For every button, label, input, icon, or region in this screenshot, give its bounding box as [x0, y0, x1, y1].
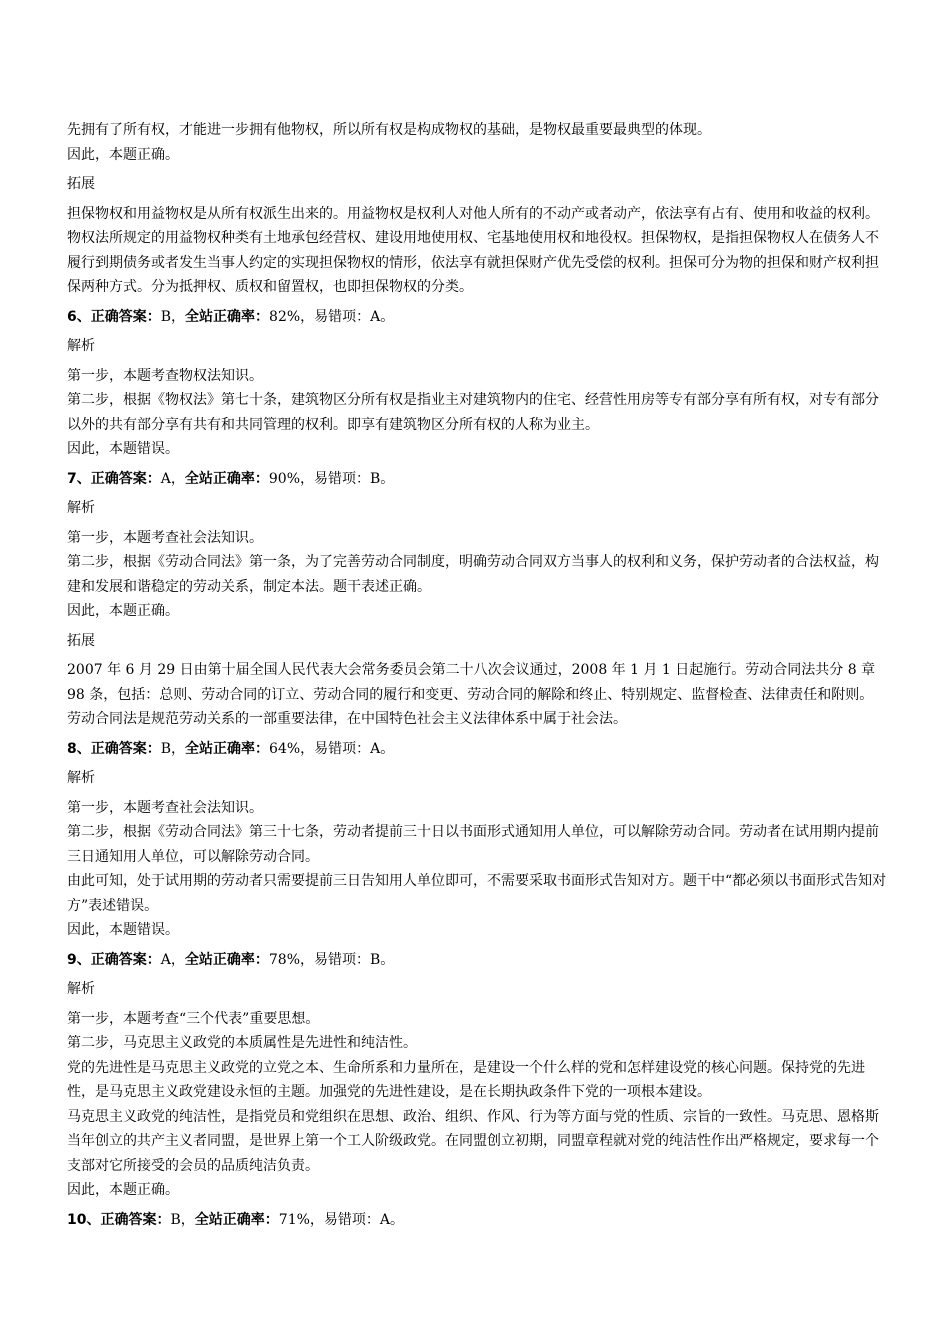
- rate-value: 82%，易错项：A。: [269, 308, 395, 325]
- answer-value: A，: [160, 951, 185, 968]
- step-two: 第二步，马克思主义政党的本质属性是先进性和纯洁性。: [67, 1035, 417, 1051]
- rate-label: 全站正确率：: [184, 470, 269, 487]
- answer-label: 正确答案：: [90, 470, 161, 487]
- paragraph: 党的先进性是马克思主义政党的立党之本、生命所系和力量所在，是建设一个什么样的党和怎样建设党的核心问题。保持党的先进性，是马克思主义政党建设永恒的主题。加强党的先进性建设，是在长期执政条件下党的一项根本建设。: [67, 1059, 865, 1100]
- answer-value: B，: [170, 1211, 195, 1228]
- answer-label: 正确答案：: [90, 951, 161, 968]
- step-two: 第二步，根据《劳动合同法》第三十七条，劳动者提前三十日以书面形式通知用人单位，可以解除劳动合同。劳动者在试用期内提前三日通知用人单位，可以解除劳动合同。: [67, 824, 879, 865]
- section-label-extension: 拓展: [67, 176, 95, 192]
- inference: 由此可知，处于试用期的劳动者只需要提前三日告知用人单位即可，不需要采取书面形式告知对方。题干中“都必须以书面形式告知对方”表述错误。: [67, 873, 887, 914]
- question-number: 7、: [67, 470, 91, 487]
- rate-label: 全站正确率：: [194, 1211, 279, 1228]
- section-label-extension: 拓展: [67, 632, 95, 649]
- section-label-analysis: 解析: [67, 500, 95, 516]
- conclusion: 因此，本题正确。: [67, 146, 179, 163]
- step-one: 第一步，本题考查社会法知识。: [67, 799, 263, 816]
- step-two: 第二步，根据《劳动合同法》第一条，为了完善劳动合同制度，明确劳动合同双方当事人的权利和义务，保护劳动者的合法权益，构建和发展和谐稳定的劳动关系，制定本法。题干表述正确。: [67, 554, 879, 595]
- answer-label: 正确答案：: [90, 308, 161, 325]
- answer-value: A，: [160, 470, 185, 487]
- answer-heading-6: [67, 305, 887, 330]
- step-one: 第一步，本题考查社会法知识。: [67, 529, 263, 546]
- answer-heading-9: [67, 948, 887, 973]
- rate-value: 64%，易错项：A。: [269, 740, 395, 757]
- conclusion: 因此，本题正确。: [67, 1182, 179, 1198]
- document-page: [67, 118, 887, 1232]
- section-label-analysis: 解析: [67, 338, 95, 354]
- rate-label: 全站正确率：: [185, 308, 270, 325]
- rate-label: 全站正确率：: [185, 740, 270, 757]
- answer-value: B，: [160, 308, 186, 325]
- answer-heading-10: [67, 1208, 887, 1233]
- section-label-analysis: 解析: [67, 981, 95, 997]
- conclusion: 因此，本题错误。: [67, 441, 179, 457]
- section-label-analysis: 解析: [67, 770, 95, 786]
- extension-text: 担保物权和用益物权是从所有权派生出来的。用益物权是权利人对他人所有的不动产或者动产，依法享有占有、使用和收益的权利。物权法所规定的用益物权种类有土地承包经营权、建设用地使用权、宅基地使用权和地役权。担保物权，是指担保物权人在债务人不履行到期债务或者发生当事人约定的实现担保物权的情形，依法享有就担保财产优先受偿的权利。担保可分为物的担保和财产权利担保两种方式。分为抵押权、质权和留置权，也即担保物权的分类。: [67, 205, 879, 295]
- rate-value: 78%，易错项：B。: [268, 951, 395, 968]
- paragraph: 马克思主义政党的纯洁性，是指党员和党组织在思想、政治、组织、作风、行为等方面与党的性质、宗旨的一致性。马克思、恩格斯当年创立的共产主义者同盟，是世界上第一个工人阶级政党。在同盟创立初期，同盟章程就对党的纯洁性作出严格规定，要求每一个支部对它所接受的会员的品质纯洁负责。: [67, 1108, 879, 1174]
- step-one: 第一步，本题考查物权法知识。: [67, 367, 263, 384]
- question-number: 9、: [67, 951, 91, 968]
- extension-text: 2007 年 6 月 29 日由第十届全国人民代表大会常务委员会第二十八次会议通过，2008 年 1 月 1 日起施行。劳动合同法共分 8 章 98 条，包括：总则、劳动合同的订立、劳动合同的履行和变更、劳动合同的解除和终止、特别规定、监督检查、法律责任和附则。劳动合同法是规范劳动关系的一部重要法律，在中国特色社会主义法律体系中属于社会法。: [67, 662, 876, 727]
- rate-label: 全站正确率：: [184, 951, 269, 968]
- answer-value: B，: [160, 740, 186, 757]
- answer-label: 正确答案：: [90, 740, 161, 757]
- answer-heading-8: [67, 737, 887, 762]
- paragraph: 先拥有了所有权，才能进一步拥有他物权，所以所有权是构成物权的基础，是物权最重要最典型的体现。: [67, 122, 711, 138]
- answer-label: 正确答案：: [100, 1211, 171, 1228]
- rate-value: 90%，易错项：B。: [268, 470, 395, 487]
- step-one: 第一步，本题考查“三个代表”重要思想。: [67, 1010, 320, 1027]
- step-two: 第二步，根据《物权法》第七十条，建筑物区分所有权是指业主对建筑物内的住宅、经营性用房等专有部分享有所有权，对专有部分以外的共有部分享有共有和共同管理的权利。即享有建筑物区分所有权的人称为业主。: [67, 392, 879, 433]
- rate-value: 71%，易错项：A。: [278, 1211, 405, 1228]
- question-number: 10、: [67, 1211, 101, 1228]
- conclusion: 因此，本题正确。: [67, 603, 179, 619]
- answer-heading-7: [67, 467, 887, 492]
- question-number: 6、: [67, 308, 91, 325]
- question-number: 8、: [67, 740, 91, 757]
- conclusion: 因此，本题错误。: [67, 922, 179, 938]
